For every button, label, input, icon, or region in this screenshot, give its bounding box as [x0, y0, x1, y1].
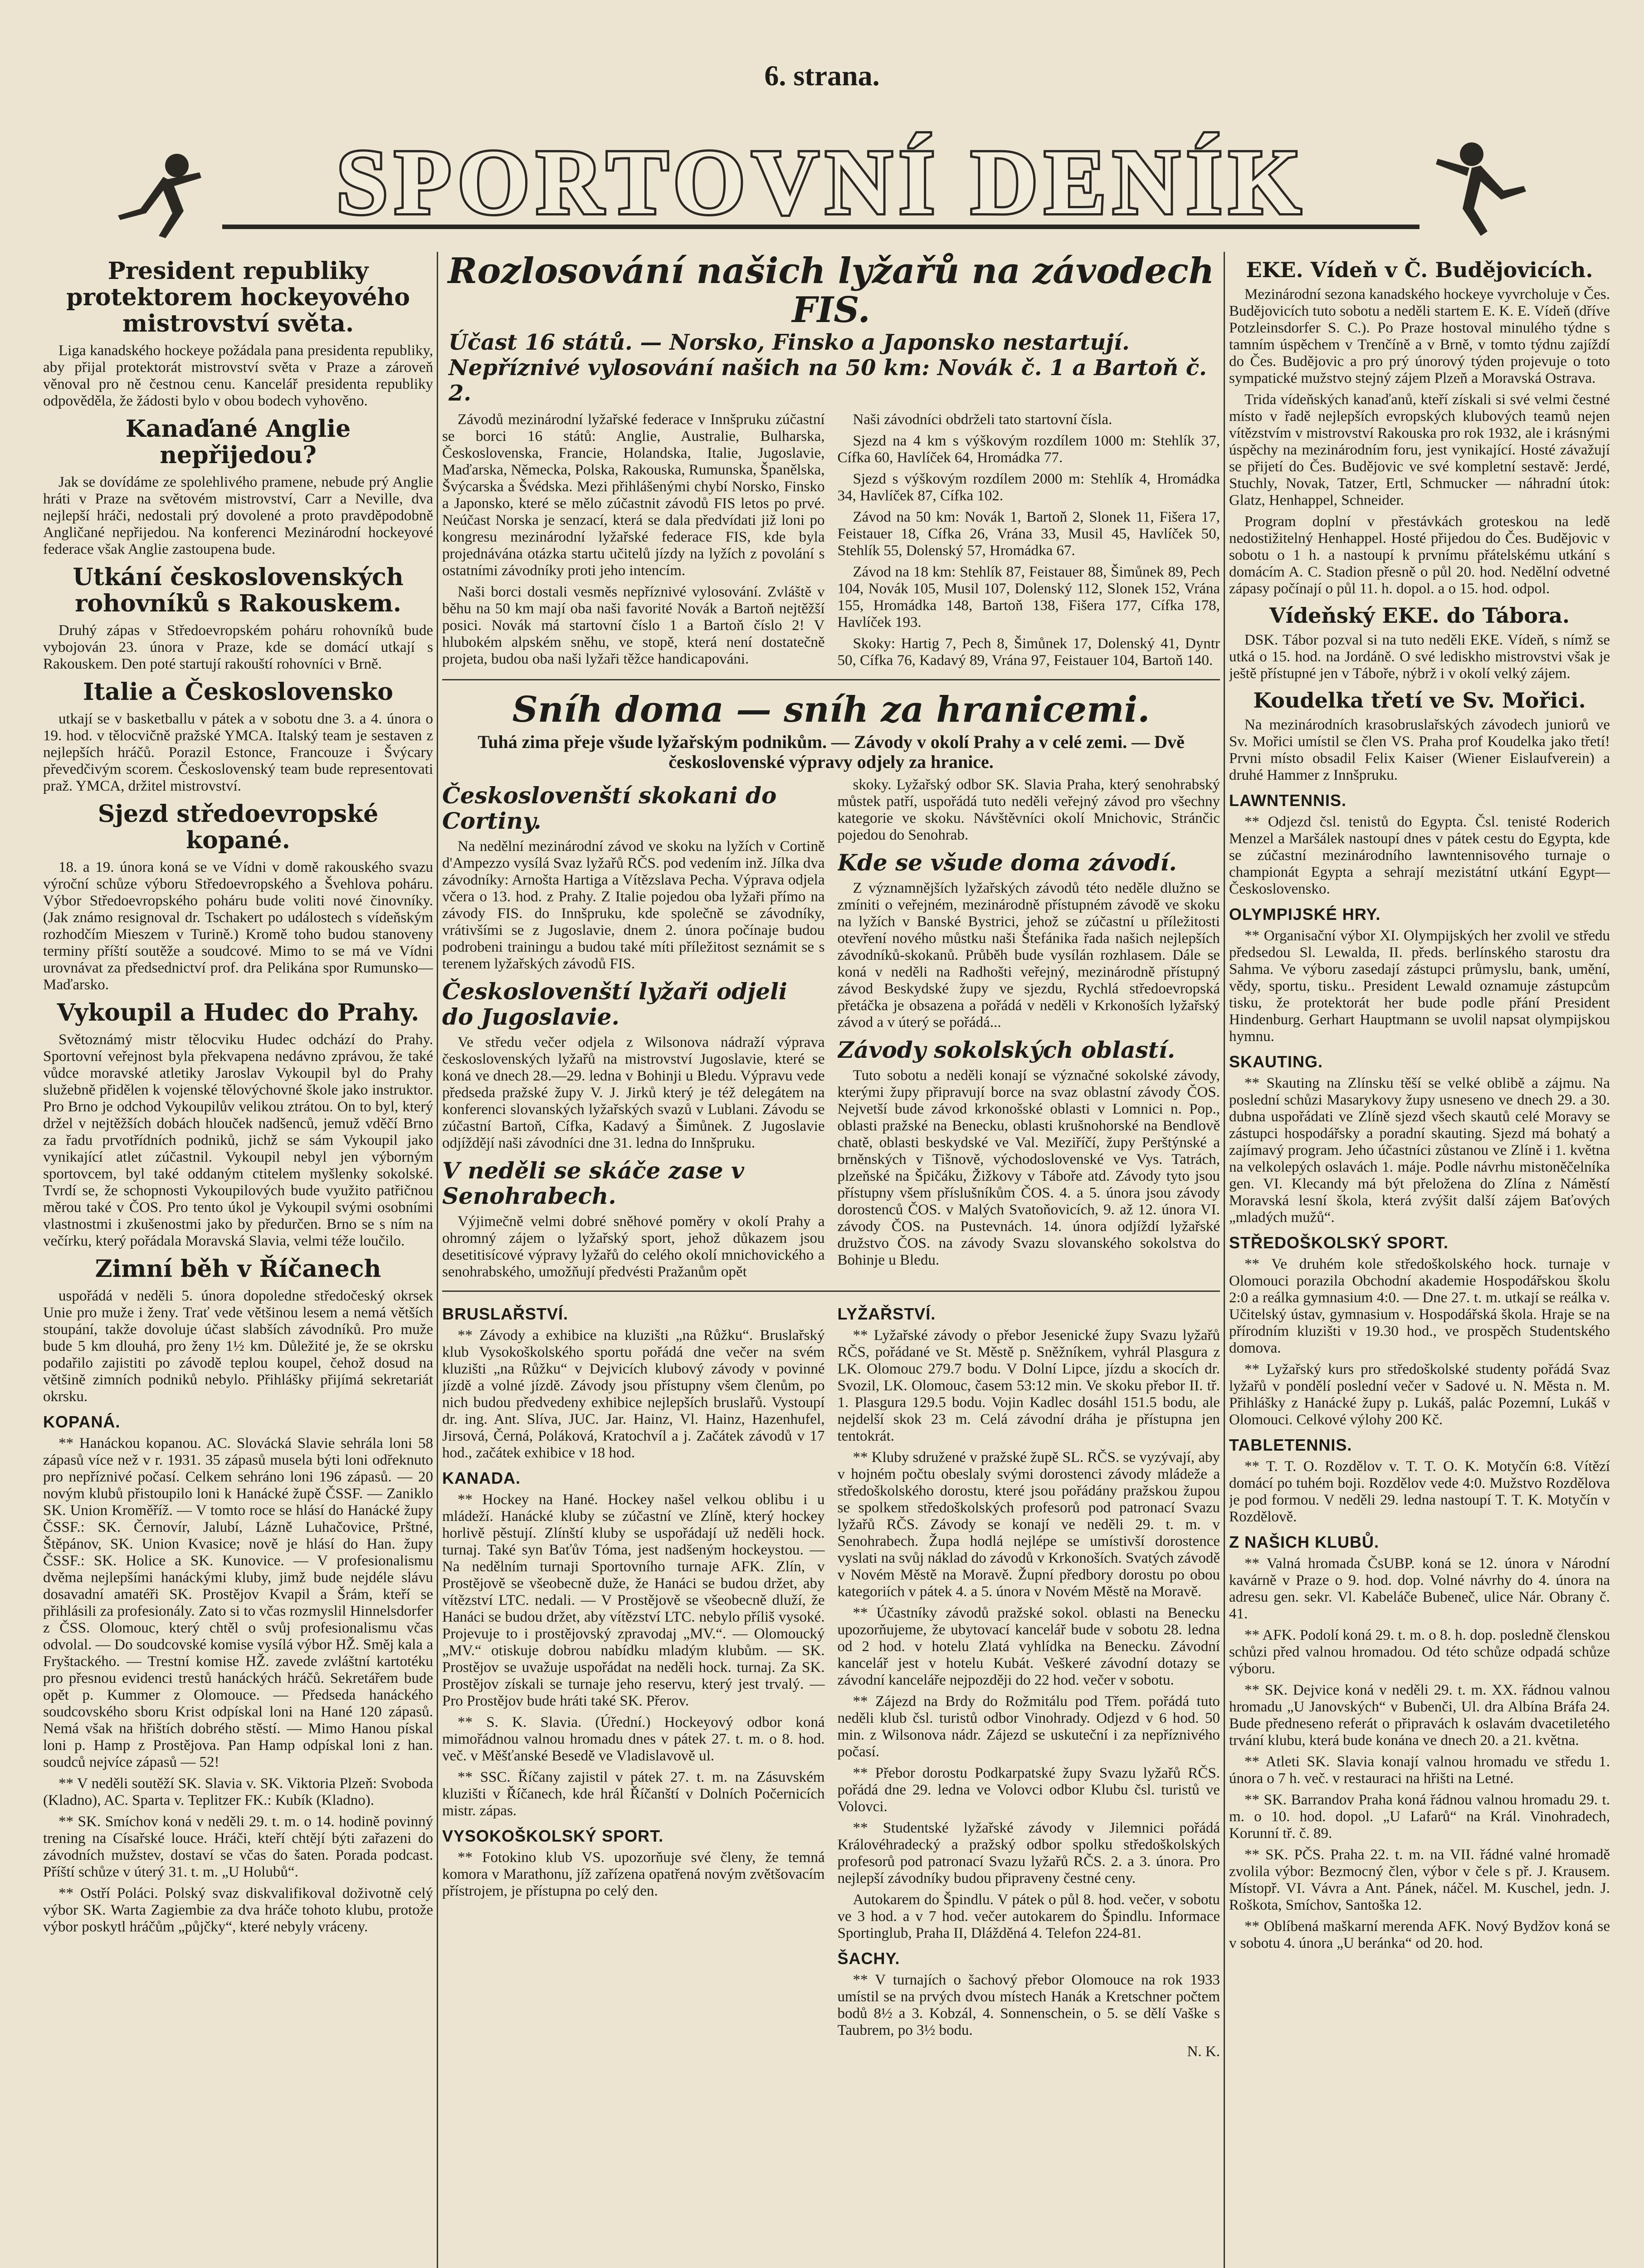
article-text: ** Studentské lyžařské závody v Jilemnici pořádá Královéhradecký a pražský odbor spolku středoškolských profesorů pod patronací Svazu lyžařů RČS. 2. a 3. února. Pro nejlepší závodníky budou připraveny čestné ceny. — [837, 1820, 1220, 1887]
article-text: ** Závody a exhibice na kluzišti „na Růžku“. Bruslařský klub Vysokoškolského sportu pořádá dne večer na svém kluzišti „na Růžku“ v Dejvicích klubový závody v povinné jízdě a volné jízdě. Závody jsou přístupny všem členům, po nich budou předvedeny exhibice nejlepších bruslařů. Vystoupí dr. ing. Ant. Slíva, JUC. Jar. Hainz, Vl. Hainz, Hazenhufel, Jirsová, Černá, Poláková, Kratochvíl a j. Začátek závodů v 17 hod., začátek exhibice v 18 hod. — [442, 1327, 825, 1461]
news-briefs — [442, 1297, 1220, 2060]
runner-right-icon — [1436, 142, 1526, 236]
article-text: Ve středu večer odjela z Wilsonova nádraží výprava československých lyžařů na mistrovství Jugoslavie, které se koná ve dnech 28.—29. ledna v Bohinji u Bledu. Výpravu vede předseda pražské župy V. J. Jirků který je též delegátem na konferenci slovanských lyžařských svazů v Lublani. Závodu se zúčastní Bartoň, Cífka, Kadavý a Šimůnek. Z Jugoslavie odjíždějí naši závodníci dne 31. ledna do Innšpruku. — [442, 1034, 825, 1151]
feature-subtitle: Tuhá zima přeje všude lyžařským podnikům. — Závody v okolí Prahy a v celé zemi. — Dvě československé výpravy odjely za hranice. — [478, 732, 1185, 772]
article-title: EKE. Vídeň v Č. Budějovicích. — [1246, 258, 1593, 282]
article-text: Naši závodníci obdrželi tato startovní čísla. — [853, 411, 1112, 428]
article-text: Na nedělní mezinárodní závod ve skoku na lyžích v Cortině d'Ampezzo vysílá Svaz lyžařů RČS. pod vedením inž. Jílka dva závodníky: Arnošta Hartiga a Vítězslava Pecha. Výprava odjela včera o 13. hod. z Prahy. Z Italie pojedou oba lyžaři přímo na závody FIS. do Innšpruku, kde společně se závodníky, vrátivšími se z Jugoslavie, dnem 2. února počínaje budou podrobeni trainingu a budou také míti příležitost seznámit se s terenem lyžařských závodů FIS. — [442, 838, 825, 972]
article-title: Koudelka třetí ve Sv. Mořici. — [1253, 688, 1586, 713]
article-text: Naši borci dostali vesměs nepříznivé vylosování. Zvláště v běhu na 50 km mají oba naši favorité Novák a Bartoň nejtěžší posici. Novák má startovní číslo 1 a Bartoň číslo 2! V hlubokém alpském sněhu, ve stopě, která není dostatečně projeta, budou oba naši lyžaři těžce handicapováni. — [442, 584, 825, 667]
article-text: ** Ostří Poláci. Polský svaz diskvalifikoval doživotně celý výbor SK. Warta Zagiembie za dva hráče tohoto klubu, protože výbor poskytl hráčům „půjčky“, které nebyly vráceny. — [43, 1885, 433, 1935]
column-right — [1229, 252, 1610, 2268]
section-heading: Z NAŠICH KLUBŮ. — [1229, 1533, 1379, 1551]
section-heading: KOPANÁ. — [43, 1413, 121, 1431]
article-text: Druhý zápas v Středoevropském poháru rohovníků bude vybojován 23. února v Praze, kde se domácí utkají s Rakouskem. Den poté startují rakouští rohovníci v Brně. — [43, 622, 433, 672]
article-text: Na mezinárodních krasobruslařských závodech juniorů ve Sv. Mořici umístil se člen VS. Praha prof Koudelka jako třetí! Prvni místo obsadil Felix Kaiser (Wiener Eislaufverein) a druhé Hammer z Innšpruku. — [1229, 717, 1610, 783]
column-center — [442, 252, 1220, 2268]
article-text: Výjimečně velmi dobré sněhové poměry v okolí Prahy a ohromný zájem o lyžařský sport, jehož důkazem jsou desetitisícové výpravy lyžařů do celého okolí mnichovického a senohrabského, umožňují předvésti Pražanům opět — [442, 1213, 825, 1280]
article-text: Trida vídeňských kanaďanů, kteří získali si své velmi čestné místo v řadě nejlepších evropských klubových teamů nejen vítězstvím v mistrovství Rakouska pro rok 1932, ale i krásnými úspěchy na mezinárodním foru, jest vynikající. Hosté závažují se přijetí do Čes. Budějovic ve své kompletní sestavě: Jerdé, Stuchly, Novak, Tatzer, Ertl, Schmucker — náhradní útok: Glatz, Henhappel, Schneider. — [1229, 391, 1610, 508]
masthead — [27, 122, 1617, 240]
article-text: ** V neděli soutěží SK. Slavia v. SK. Viktoria Plzeň: Svoboda (Kladno), AC. Sparta v. Teplitzer FK.: Kubík (Kladno). — [43, 1775, 433, 1809]
article-title: Zimní běh v Říčanech — [95, 1255, 381, 1283]
article-text: Závod na 18 km: Stehlík 87, Feistauer 88, Šimůnek 89, Pech 104, Novák 105, Musil 107, Dolenský 112, Slonek 152, Vrána 155, Hromádka 148, Bartoň 138, Fišera 177, Cífka 178, Havlíček 193. — [837, 564, 1220, 631]
article-text: DSK. Tábor pozval si na tuto neděli EKE. Vídeň, s nímž se utká o 15. hod. na Jordáně. O své lediskho mistrovstvi však je ještě přístupné jen v Táboře, nýbrž i v okolí velký zájem. — [1229, 632, 1610, 682]
article-text: ** Skauting na Zlínsku těší se velké oblibě a zájmu. Na poslední schůzi Masarykovy župy usneseno ve dnech 29. a 30. dubna uspořádati ve Zlíně sjezd všech skautů celé Moravy se zástupci hospodářsky a poradní skauting. Sjezd má bohatý a zajímavý program. Jeho účastníci zůstanou ve Zlíně i 1. května na velkolepých oslavách 1. máje. Podle návrhu mistoněčelníka gen. VI. Klecandy má být přeložena do Zlína z Náměstí Moravská lesní škola, která zvýšit další zájem Baťových „mladých mužů“. — [1229, 1075, 1610, 1226]
article-text: ** Valná hromada ČsUBP. koná se 12. února v Národní kavárně v Praze o 9. hod. dop. Volné návrhy do 4. února na adresu gen. sekr. Vl. Kabeláče Bubeneč, ulice Nár. Obrany č. 41. — [1229, 1555, 1610, 1622]
divider — [442, 1290, 1220, 1292]
lead-subtitle: Účast 16 států. — Norsko, Finsko a Japonsko nestartují. — [449, 330, 1130, 355]
article-text: ** Účastníky závodů pražské sokol. oblasti na Benecku upozorňujeme, že ubytovací kancelář bude v sobotu 28. ledna od 2 hod. v hotelu Zlatá vyhlídka na Benecku. Závodní kancelář jest v hotelu Kubát. Veškeré závodní dotazy se závodní kanceláře nejpozději do 22 hod. večer v sobotu. — [837, 1605, 1220, 1688]
article-text: ** SK. Smíchov koná v neděli 29. t. m. o 14. hodině povinný trening na Císařské louce. Hráči, kteří chtějí býti zařazeni do závodních mužstev, dostaví se včas do šaten. Porada podcast. Příští schůze v úterý 31. t. m. „U Holubů“. — [43, 1813, 433, 1880]
masthead-title: SPORTOVNÍ DENÍK — [336, 131, 1307, 234]
divider — [442, 679, 1220, 680]
article-text: Autokarem do Špindlu. V pátek o půl 8. hod. večer, v sobotu ve 3 hod. a v 7 hod. večer autokarem do Špindlu. Informace Sportinglub, Praha II, Dlážděná 4. Telefon 224-81. — [837, 1892, 1220, 1941]
feature-body — [442, 777, 1220, 1285]
article-text: ** Fotokino klub VS. upozorňuje své členy, že temná komora v Marathonu, jíž zařízena opatřená novým zvětšovacím přístrojem, je přístupna po celý den. — [442, 1849, 825, 1899]
section-heading: STŘEDOŠKOLSKÝ SPORT. — [1229, 1233, 1449, 1252]
article-text: Liga kanadského hockeye požádala pana presidenta republiky, aby přijal protektorát mistrovství světa v Praze a zároveň věnoval pro ně čestnou cenu. Kancelář presidenta republiky odpověděla, že žádosti bylo v obou bodech vyhověno. — [43, 342, 433, 409]
article-text: Mezinárodní sezona kanadského hockeye vyvrcholuje v Čes. Budějovicích tuto sobotu a neděli startem E. K. E. Vídeň (dříve Potzleinsdorfer S. C.). Po Praze hostoval minulého týdne s tamním úspěchem v Trenčíně a v Brně, v tomto týdnu zajíždí do Čes. Budějovic a pro prý únorový týden projevuje o toto sympatické mužstvo stejný zájem Plzeň a Moravská Ostrava. — [1229, 286, 1610, 386]
section-heading: TABLETENNIS. — [1229, 1436, 1352, 1454]
section-heading: LYŽAŘSTVÍ. — [837, 1305, 936, 1323]
article-title: Utkání československých rohovníků s Rakouskem. — [73, 563, 404, 617]
column-rule — [1224, 252, 1225, 2268]
article-text: Sjezd s výškovým rozdílem 2000 m: Stehlík 4, Hromádka 34, Havlíček 87, Cífka 102. — [837, 471, 1220, 504]
article-title: Závody sokolských oblastí. — [837, 1036, 1176, 1063]
section-heading: VYSOKOŠKOLSKÝ SPORT. — [442, 1827, 664, 1845]
article-text: Skoky: Hartig 7, Pech 8, Šimůnek 17, Dolenský 41, Dyntr 50, Cífka 76, Kadavý 89, Vrána 97, Feistauer 104, Bartoň 140. — [837, 635, 1220, 669]
article-text: Z významnějších lyžařských závodů této neděle dlužno se zmíniti o veřejném, mezinárodně přístupném závodě ve skoku na lyžích v Banské Bystrici, jehož se zúčastní u příležitosti otevření nového můstku naši Štefánika řada našich nejlepších závodníků-skokanů. Průběh bude vysílán rozhlasem. Dále se koná v neděli na Radhošti veřejný, mezinárodně přístupný závod Beskydské župy ve sjezdu, Rychlá středoevropská přetáčka je obsazena a pořádá v neděli v Krkonoších lyžařský závod a v úterý se pořádá... — [837, 880, 1220, 1031]
section-heading: KANADA. — [442, 1469, 521, 1487]
article-text: ** S. K. Slavia. (Úřední.) Hockeyový odbor koná mimořádnou valnou hromadu dnes v pátek 27. t. m. o 8. hod. več. v Měšťanské Besedě ve Vladislavově ul. — [442, 1714, 825, 1764]
article-text: ** Kluby sdružené v pražské župě SL. RČS. se vyzývají, aby v hojném počtu obeslaly svými dorostenci závody mládeže a středoškolského dorostu, které jsou pořádány pražskou župou se spolkem středoškolských profesorů pod patronací Svazu lyžařů RČS. Závody se konají ve neděli 29. t. m. v Senohrabech. Župa hodlá nejlépe se umístivší dorostence vyslati na svůj náklad do závodů v Krkonoších. Svatých závodě v Novém Městě na Moravě. Župní předbory dorostu po obou kategoriích v pátek 4. a 5. února v Novém Městě na Moravě. — [837, 1449, 1220, 1600]
article-title: Českoslovenští skokani do Cortiny. — [442, 782, 777, 834]
masthead-graphic — [27, 122, 1617, 240]
article-title: Sjezd středoevropské kopané. — [98, 800, 379, 854]
section-heading: BRUSLAŘSTVÍ. — [442, 1305, 569, 1323]
column-left — [43, 252, 433, 2268]
article-text: ** T. T. O. Rozdělov v. T. T. O. K. Motyčín 6:8. Vítězí domácí po tuhém boji. Rozdělov vede 4:0. Mužstvo Rozdělova je pod formou. V neděli 29. ledna nastoupí T. T. K. Motyčín v Rozdělově. — [1229, 1458, 1610, 1525]
article-title: Vykoupil a Hudec do Prahy. — [57, 999, 420, 1026]
article-text: Program doplní v přestávkách groteskou na ledě nedostižitelný Henhappel. Hosté přijedou do Čes. Budějovic v sobotu o 1 h. a nastoupí k prvnímu přátelskému utkání s domácím A. C. Stadion přesně o půl 20. hod. Nedělní odvetné zápasy počínají o půl 11. h. dopol. a o 15. hod. odpol. — [1229, 513, 1610, 597]
article-text: ** SK. Barrandov Praha koná řádnou valnou hromadu 29. t. m. o 10. hod. dopol. „U Lafarů“ na Král. Vinohradech, Korunní tř. č. 89. — [1229, 1792, 1610, 1842]
article-text: Sjezd na 4 km s výškovým rozdílem 1000 m: Stehlík 37, Cífka 60, Havlíček 64, Hromádka 77. — [837, 433, 1220, 466]
article-title: V neděli se skáče zase v Senohrabech. — [442, 1157, 744, 1209]
section-heading: LAWNTENNIS. — [1229, 791, 1346, 810]
article-text: 18. a 19. února koná se ve Vídni v domě rakouského svazu výroční schůze výboru Středoevropského a Švehlova poháru. Výbor Středoevropského poháru bude voliti nové činovníky. (Jak známo resignoval dr. Tschakert po událostech s vídeňským rozhodčím Mieszem v Turině.) Kromě toho budou stanoveny terminy příští soutěže a soudcové. Mimo to se má ve Vídni urovnávat za předsednictví prof. dra Pelikána spor Rumunsko—Maďarsko. — [43, 859, 433, 993]
article-text: ** Lyžařský kurs pro středoškolské studenty pořádá Svaz lyžařů v pondělí poslední večer v Sadové u. N. Města n. M. Přihlášky z Hanácké župy p. Lukáš, palác Pozemní, Lukáš v Olomouci. Celkové výlohy 200 Kč. — [1229, 1361, 1610, 1428]
article-text: ** AFK. Podolí koná 29. t. m. o 8. h. dop. posledně členskou schůzi před valnou hromadou. Od této schůze odpadá schůze výboru. — [1229, 1627, 1610, 1677]
lead-body — [442, 411, 1220, 674]
author-signature: N. K. — [1187, 2043, 1220, 2060]
article-text: ** Odjezd čsl. tenistů do Egypta. Čsl. tenisté Roderich Menzel a Maršálek nastoupí dnes v pátek cestu do Egypta, kde se zúčastní mezinárodního lawntennisového turnaje o championát Egypta a sehrají mezistátní utkání Egypt—Československo. — [1229, 814, 1610, 897]
article-text: uspořádá v neděli 5. února dopoledne středočeský okrsek Unie pro muže i ženy. Trať vede většinou lesem a nemá větších stoupání, takže dovoluje účast slabších závodníků. Pro muže bude 5 km dlouhá, pro ženy 1½ km. Důležité je, že se okrsku podařilo zajistiti po závodě teplou koupel, čehož dosud na většině zimních podniků nebylo. Přihlášky přijímá sekretariát okrsku. — [43, 1288, 433, 1405]
article-title: Vídeňský EKE. do Tábora. — [1269, 603, 1570, 628]
column-rule — [437, 252, 438, 2268]
article-text: Tuto sobotu a neděli konají se význačné sokolské závody, kterými župy připravují borce na svaz oblastní závody ČOS. Nejvetší bude závod krkonošské oblasti v Lomnici n. Pop., oblasti pražské na Benecku, oblasti krušnohorské na Bendlově chatě, oblasti beskydské ve Val. Meziříčí, župy Perštýnské a brněnských v Tišnově, východoslovenské ve Vys. Tatrách, plzeňské na Špičáku, Žižkovy v Táboře atd. Závody tyto jsou přístupny všem příslušníkům ČOS. 4. a 5. února jsou závody dorostenců ČOS. v Malých Svatoňovicích, 9. až 12. února VI. závody ČOS. na Pustevnách. 14. února odjíždí lyžařské družstvo ČOS. na závody Svazu slovanského sokolstva do Bohinje u Bledu. — [837, 1067, 1220, 1268]
article-title: Italie a Československo — [83, 678, 393, 706]
section-heading: SKAUTING. — [1229, 1052, 1323, 1071]
article-title: President republiky protektorem hockeyového mistrovství světa. — [66, 257, 410, 337]
article-text: ** Zájezd na Brdy do Rožmitálu pod Třem. pořádá tuto neděli klub čsl. turistů odbor Vinohrady. Odjezd v 6 hod. 50 min. z Wilsonova nádr. Zájezd se uskuteční i za nepříznivého počasí. — [837, 1693, 1220, 1760]
article-text: ** Ve druhém kole středoškolského hock. turnaje v Olomouci porazila Obchodní akademie Hospodářskou školu 2:0 a reálka gymnasium 4:0. — Dne 27. t. m. utkají se reálka v. Učitelský ústav, gymnasium v. Hospodářská škola. Hraje se na přírodním kluzišti v 19.30 hod., ve prospěch Studentského domova. — [1229, 1256, 1610, 1356]
article-text: ** Hockey na Hané. Hockey našel velkou oblibu i u mládeží. Hanácké kluby se zúčastní ve Zlíně, který hockey horlivě pěstují. Zlínští kluby se uspořádají už neděli hock. turnaj. Také syn Baťův Tóma, jest nadšeným hockeystou. — Na nedělním turnaji Sportovního turnaje AFK. Zlín, v Prostějově se všeobecně duže, že Hanáci se budou držet, aby vítězství LTC. nedali. — V Prostějově se všeobecně dluží, že Hanáci se budou držet, aby vítězství LTC. nebylo příliš vysoké. Projevuje to i prostějovský zpravodaj „MV.“. — Olomoucký „MV.“ otiskuje dobrou nabídku mladým klubům. — SK. Prostějov se uvažuje uspořádat na neděli hock. turnaj. Za SK. Prostějov získali se turnaje jeho reservu, který jest trvalý. — Pro Prostějov bude hráti také SK. Přerov. — [442, 1491, 825, 1709]
section-heading: ŠACHY. — [837, 1949, 900, 1968]
article-text: ** SK. Dejvice koná v neděli 29. t. m. XX. řádnou valnou hromadu „U Janovských“ v Bubenči, Ul. dra Albína Bráfa 24. Bude předneseno referát o připravách k oslavám dvacetiletého trvání klubu, která bude konána ve dnech 20. a 21. května. — [1229, 1682, 1610, 1749]
article-text: ** Atleti SK. Slavia konají valnou hromadu ve středu 1. února o 7 h. več. v restauraci na hřišti na Letné. — [1229, 1754, 1610, 1787]
article-text: ** V turnajích o šachový přebor Olomouce na rok 1933 umístil se na prvých dvou místech Hanák a Kretschner počtem bodů 8½ a 3. Kobzál, 4. Sonnenschein, o 5. se dělí Vaške s Taubrem, po 3½ bodu. — [837, 1972, 1220, 2038]
lead-subtitle: Nepříznivé vylosování našich na 50 km: Novák č. 1 a Bartoň č. 2. — [449, 355, 1207, 406]
article-text: Světoznámý mistr tělocviku Hudec odchází do Prahy. Sportovní veřejnost byla překvapena nedávno zprávou, že také vůdce moravské atletiky Jaroslav Vykoupil byl do Prahy služebně přidělen k vojenské tělovýchovné škole jako instruktor. Pro Brno je odchod Vykoupilův velikou ztrátou. On to byl, který držel v nejtěžších dobách hlouček nadšenců, jemuž vděčí Brno za řadu prvotřídních podniků, jichž se sám Vykoupil jako vynikající atlet zúčastnil. Vykoupil nebyl jen výborným sportovcem, byl také oddaným ctitelem myšlenky sokolské. Tvrdí se, že schopnosti Vykoupilových bude využito patřičnou měrou také v ČOS. Pro tento úkol je Vykoupil svými osobními vlastnostmi i zkušenostmi jako by předurčen. Brno se s ním na večírku, který pořádala Moravská Slavia, velmi téže loučilo. — [43, 1031, 433, 1249]
article-title: Kde se všude doma závodí. — [837, 849, 1177, 876]
feature-title: Sníh doma — sníh za hranicemi. — [512, 689, 1150, 730]
article-text: skoky. Lyžařský odbor SK. Slavia Praha, který senohrabský můstek patří, uspořádá tuto neděli veřejný závod pro všechny kategorie ve skoku. Návštěvníci okolí Mnichovic, Stránčic pojedou do Senohrab. — [837, 777, 1220, 843]
article-text: ** Organisační výbor XI. Olympijských her zvolil ve středu předsedou Sl. Lewalda, II. předs. berlínského starostu dra Sahma. Ve výboru zasedají zástupci průmyslu, bank, umění, vědy, sportu, tisku.. President Lewald oznamuje zástupcům tisku, že protektorát her bude podle přání President Hindenburg. Gerhart Hauptmann se uvolil napsat olympijskou hymnu. — [1229, 928, 1610, 1045]
article-text: utkají se v basketballu v pátek a v sobotu dne 3. a 4. února o 19. hod. v tělocvičně pražské YMCA. Italský team je sestaven z nejlepších hráčů. Porazil Estonce, Francouze i Švýcary převedčivým scorem. Československý team bude representovati praž. YMCA, držitel mistrovství. — [43, 711, 433, 794]
article-text: Závod na 50 km: Novák 1, Bartoň 2, Slonek 11, Fišera 17, Feistauer 18, Cífka 26, Vrána 33, Musil 45, Havlíček 50, Stehlík 55, Dolenský 57, Hromádka 67. — [837, 509, 1220, 559]
article-text: ** Oblíbená maškarní merenda AFK. Nový Bydžov koná se v sobotu 4. února „U beránka“ od 20. hod. — [1229, 1918, 1610, 1951]
article-text: Jak se dovídáme ze spolehlivého pramene, nebude prý Anglie hráti v Praze na světovém mistrovství, Carr a Neville, dva nejlepší hráči, nedostali prý dovolené a proto pravděpodobně Angličané nepřijedou. Na konferenci Mezinárodní hockeyové federace však Anglie zastoupena bude. — [43, 474, 433, 557]
article-text: ** Lyžařské závody o přebor Jesenické župy Svazu lyžařů RČS, pořádané ve St. Městě p. Sněžníkem, vyhrál Plasgura z LK. Olomouc 279.7 bodu. V Dolní Lipce, jízdu a skocích dr. Svozil, LK. Olomouc, časem 53:12 min. Ve skoku přebor II. tř. 1. Plasgura 129.5 bodu. Vojin Kadlec dosáhl 151.5 bodu, ale nejdelší skok 23 m. Celá závodní dráha je přístupna jen tentokrát. — [837, 1327, 1220, 1444]
page-number: 6. strana. — [764, 59, 880, 92]
article-text: ** Přebor dorostu Podkarpatské župy Svazu lyžařů RČS. pořádá dne 29. ledna ve Volovci odbor Klubu čsl. turistů ve Volovci. — [837, 1765, 1220, 1815]
article-text: Závodů mezinárodní lyžařské federace v Innšpruku zúčastní se borci 16 států: Anglie, Australie, Bulharska, Československa, Francie, Holandska, Italie, Jugoslavie, Maďarska, Německa, Polska, Rakouska, Rumunska, Španělska, Švýcarska a Švédska. Mezi přihlášenými chybí Norsko, Finsko a Japonsko, které se mělo zúčastnit závodů FIS letos po prvé. Neúčast Norska je senzací, která se dala předvídati již loni po kongresu mezinárodní lyžařské federace FIS, kde byla projednávána otázka startu učitelů jízdy na lyžích z povolání s ostatními závodníky proti jeho intencím. — [442, 411, 825, 579]
article-text: ** Hanáckou kopanou. AC. Slovácká Slavie sehrála loni 58 zápasů více než v r. 1931. 35 zápasů musela býti loni odřeknuto pro nepříznivé počasí. Celkem sehráno loni 196 zápasů. — 20 novým klubů přistoupilo loni k Hanácké župě ČSSF. — Zaniklo SK. Union Kroměříž. — V tomto roce se hlásí do Hanácké župy ČSSF.: SK. Černovír, Jalubí, Lázně Luhačovice, Prštné, Štěpánov, SK. Union Kvasice; nově je hlásí do Han. župy ČSSF.: SK. Holice a SK. Kunovice. — V profesionalismu dvěma nejlepšími hanáckými kluby, jimž bude nejdéle slávu dosavadní amatéři SK. Prostějov Kvapil a Šrám, kteří se přihlásili za profesionály. Zato si to včas rozmyslil Hinnelsdorfer z ČSS. Olomouc, který chtěl o svůj profesionalismu včas odvolal. — Do soudcovské komise vysílá výbor HŽ. Směj kala a Fryštackého. — Trestní komise HŽ. zavede zvláštní kartotéku pro přesnou evidenci trestů hanáckých hráčů. Sekretářem bude opět p. Kummer z Olomouce. — Předseda hanáckého soudcovského sboru Krist odpískal loni na Hané 120 zápasů. Nemá však na hřištích dobrého stěstí. — Mimo Hanou pískal loni p. Hamp z Prostějova. Pan Hamp odpískal loni z han. soudců nejvíce zápasů — 52! — [43, 1435, 433, 1770]
lead-title: Rozlosování našich lyžařů na závodech FIS. — [448, 252, 1215, 331]
article-text: ** SK. PČS. Praha 22. t. m. na VII. řádné valné hromadě zvolila výbor: Bezmocný člen, výbor v čele s př. J. Krausem. Místopř. VI. Vávra a Ant. Pánek, náčel. M. Kuschel, jedn. J. Roškota, Smíchov, Santoška 12. — [1229, 1847, 1610, 1913]
runner-left-icon — [118, 154, 201, 238]
article-title: Kanaďané Anglie nepřijedou? — [125, 415, 351, 469]
article-text: ** SSC. Říčany zajistil v pátek 27. t. m. na Zásuvském kluzišti v Říčanech, kde hrál Říčanští v Dolních Počernicích mistr. zápas. — [442, 1769, 825, 1819]
section-heading: OLYMPIJSKÉ HRY. — [1229, 905, 1381, 924]
article-title: Českoslovenští lyžaři odjeli do Jugoslavie. — [442, 978, 787, 1030]
